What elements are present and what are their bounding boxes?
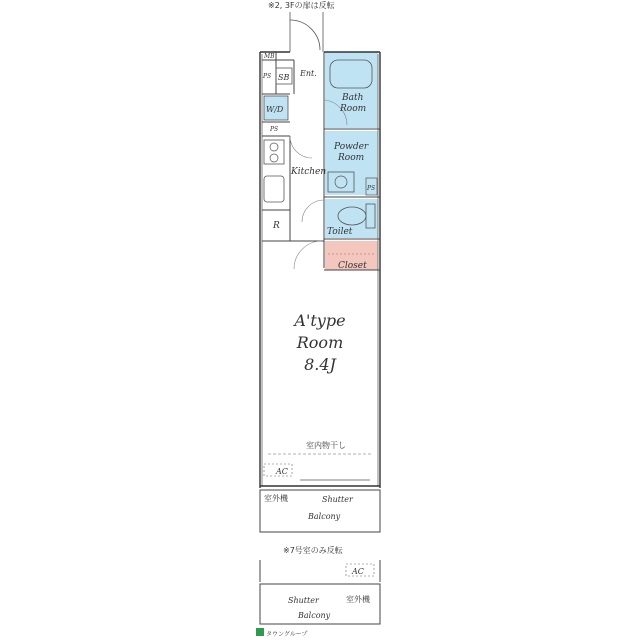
drying-rail-label: 室内物干し <box>306 441 346 450</box>
washer-label: W/D <box>266 105 284 114</box>
ac-label: AC <box>276 467 288 476</box>
outdoor-unit-label-reversed: 室外機 <box>346 595 370 604</box>
main-room-size: 8.4J <box>304 355 336 374</box>
toilet-label: Toilet <box>327 227 353 237</box>
stove-burner-2 <box>270 154 278 162</box>
shutter-label: Shutter <box>322 495 353 504</box>
note-door-reversed: ※2, 3Fの扉は反転 <box>268 1 335 10</box>
main-room-label: Room <box>296 333 344 352</box>
ac-label-reversed: AC <box>352 567 364 576</box>
shoe-box-label: SB <box>278 73 290 82</box>
pipe-space-label: PS <box>263 73 272 80</box>
note-unit7-reversed: ※7号室のみ反転 <box>283 546 343 555</box>
balcony-label-reversed: Balcony <box>298 611 331 620</box>
powder-room-label-1: Powder <box>334 142 369 152</box>
main-room-type: A'type <box>294 311 346 330</box>
bath-room-label-1: Bath <box>342 93 364 103</box>
balcony-label: Balcony <box>308 512 341 521</box>
entrance-label: Ent. <box>300 69 317 78</box>
pipe-space-label-2: PS <box>270 126 279 133</box>
kitchen-label: Kitchen <box>291 167 327 177</box>
closet-label: Closet <box>338 261 367 271</box>
meter-box-label: MB <box>264 53 275 60</box>
outdoor-unit-label: 室外機 <box>264 494 288 503</box>
stove <box>264 140 284 164</box>
entrance-door <box>290 12 323 52</box>
stove-burner-1 <box>270 143 278 151</box>
shutter-label-reversed: Shutter <box>288 596 319 605</box>
fridge-label: R <box>273 221 280 231</box>
powder-room-label-2: Room <box>338 153 365 163</box>
bath-room-label-2: Room <box>340 104 367 114</box>
logo-text: タウングループ <box>266 631 308 638</box>
bath-room-area <box>325 52 378 128</box>
pipe-space-label-3: PS <box>367 185 376 192</box>
logo-mark <box>256 628 264 636</box>
kitchen-sink <box>264 176 284 202</box>
